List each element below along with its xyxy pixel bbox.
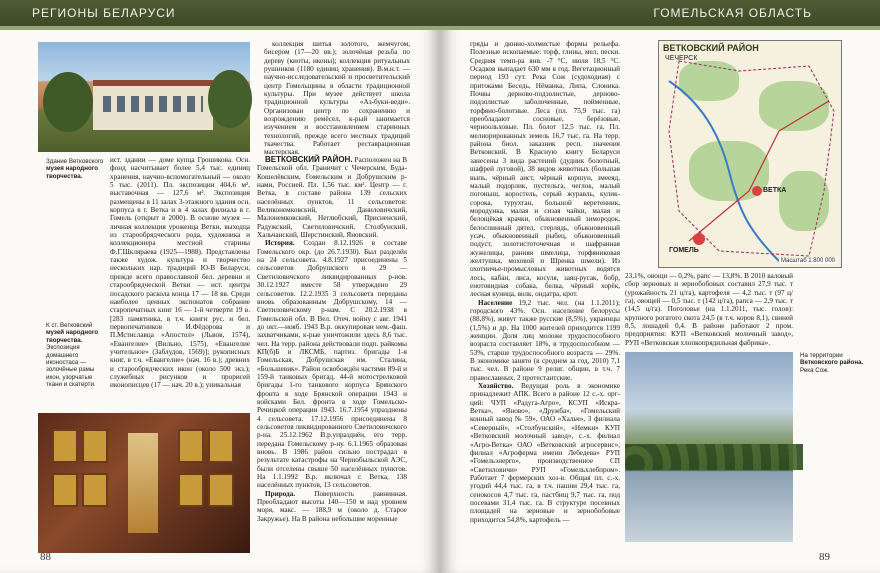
icon-frame (82, 429, 108, 463)
caption-museum-line4: Экспозиция домашнего иконостаса — золочёные рамы икон, узорчатые ткани и скатерти. (46, 344, 96, 389)
nature-text: Поверхность равнинная. Преобладают высоты 140—150 м над уровнем моря, макс. — 188,9 м (около д. Старое Закружье). На В района небольшие моренные (257, 489, 407, 523)
icon-frame (208, 473, 234, 507)
tree-line (625, 444, 803, 470)
caption-museum-line2: музей народного (46, 329, 99, 337)
map-label-vetka: ВЕТКА (763, 187, 787, 194)
iconostasis-glow (128, 433, 158, 533)
caption-building (46, 158, 108, 180)
left-page-number: 88 (40, 551, 51, 563)
left-page-header: РЕГИОНЫ БЕЛАРУСИ (0, 0, 440, 26)
stats-text: 23,1%, овощи — 0,2%, рапс — 13,8%. В 2010 валовый сбор зерновых и зернобобовых составил 27,9 тыс. т (урожайность 21 ц/га), картофеля — 4,2 тыс. т (97 ц/га), овощей — 0,5 тыс. т (142 ц/га), рапса — 2,9 тыс. т (14,5 ц/га). Поголовье (на 1.1.2011, тыс. голов): крупного рогатого скота 24,5 (в т.ч. коров 8,1), свиней 8,5, лошадей 0,4. В районе работают 2 пром. предприятия: КУП «Ветковский молочный завод», РУП «Ветковская хлопкопрядильная фабрика». (625, 272, 793, 347)
caption-building-line1: Здание Ветковского (46, 158, 104, 165)
caption-museum (46, 322, 108, 389)
caption-river (800, 352, 872, 374)
top-text-column (264, 40, 410, 157)
right-header-band (440, 26, 880, 30)
nature-heading: Природа. (265, 489, 296, 498)
icon-frame (178, 429, 204, 463)
district-map (658, 40, 842, 268)
caption-river-line3: Река Сож. (800, 366, 829, 374)
gomel-marker (693, 233, 705, 245)
tree-shape (208, 70, 252, 128)
river-sozh-photo (625, 352, 793, 542)
main-text-column (470, 40, 620, 554)
main-road (689, 101, 829, 241)
map-scale: Масштаб 1:800 000 (780, 258, 835, 264)
tree-shape (43, 72, 93, 132)
caption-museum-line3: творчества. (46, 336, 83, 344)
icon-frame (52, 473, 78, 507)
population-heading: Население (478, 298, 513, 307)
map-title: ВЕТКОВСКИЙ РАЙОН (663, 43, 759, 53)
right-page (440, 0, 880, 573)
middle-text-column (110, 156, 250, 406)
map-label-gomel: ГОМЕЛЬ (669, 247, 699, 254)
population-text: 19,2 тыс. чел. (на 1.1.2011); городского 43%. Осн. население белорусы (88,8%), живут также русские (8,5%), украинцы (1,5%) и др. На 1000 жителей приходится 1199 женщин. Доля лиц моложе трудоспособного возраста составляет 18%, в трудоспособном — 53%, старше трудоспособного возраста — 29%. В экономике занято (в среднем за год, 2010) 7,1 тыс. чел. В районе 9 религ. общин, в т.ч. 7 православных, 2 протестантские. (470, 298, 621, 382)
right-page-header: ГОМЕЛЬСКАЯ ОБЛАСТЬ (440, 0, 880, 26)
main-column-text: гряды и дюнно-холмистые формы рельефа. Полезные ископаемые: торф, глины, мел, пески. Средняя темп-ра янв. -7 °С, июля 18,5 °С. Осадков выпадает 630 мм в год. Вегетационный период 193 сут. Река Сож (судоходная) с притоками Беседь, Нёманка, Липа, Слоника. Почвы дерново-подзолистые, дерново-подзолистые заболоченные, пойменные, торфяно-болотные. Леса (пл. 75,9 тыс. га) преобладают сосновые, берёзовые, черноольховые. Пл. болот 12,5 тыс. га. Пл. мелиорированных земель 16,7 тыс. га. На терр. района биол. заказник респ. значения Ветковский. В Красную книгу Беларуси занесены 3 вида растений (дудник болотный, шафрей луговой), 38 видов животных (большая выпь, чёрный аист, чёрный коршун, змееяд, малый подорлик, пустельга, чеглок, малый погоныш, коростель, серый журавль, кулик-сорока, турухтан, большой веретенник, мородунка, малая и сизая чайки, малая и белощёкая крачки, обыкновенный зимородок, белоспинный дятел, стерлядь, обыкновенный усач, обыкновенный рыбец, обыкновенный подуст, золотистоточечная и шафранная жужелицы, ранняя шмелица, торфяниковая желтушка, моховой и Шренка шмели). Из охотничье-промысловых животных водятся лось, кабан, лиса, косуля, заяц-русак, бобр, енотовидная собака, белка, чёрный хорёк, лесная куница, волк, ондатра, крот. (470, 40, 620, 299)
caption-river-line1: На территории (800, 352, 843, 359)
economy-text: Ведущая роль в экономике принадлежит АПК. Всего в районе 12 с.-х. орг-ций: ЧУП «Радуга-Агро», КСУП «Искра-Ветка», «Яново», «Дружба», «Гомельский конный завод № 59», ОАО «Хальч», 3 филиала «Северный», «Столбунский», «Немки» КУП «Ветковский молочный завод», с.-х. филиал «Агро-Ветка» ОАО «Ветковский агросервис», филиал «Агроферма имени Лебедева» РУП «Гомельэнерго», производственное СП «Светиловичи» РУП «Гомельхлебпром». Работает 7 фермерских хоз-в. Общая пл. с.-х. угодий 44,4 тыс. га, в т.ч. пашни 29,4 тыс. га, сенокосов 4,7 тыс. га, пастбищ 9,7 тыс. га, под посевами 31,4 тыс. га. В структуре посевных площадей на зерновые и зернобобовые приходится 54,8%, картофель — (470, 382, 621, 524)
caption-river-line2: Ветковского района. (800, 359, 864, 367)
museum-building-photo (38, 42, 250, 152)
icon-frame (208, 429, 234, 463)
caption-building-line2: музея народного (46, 165, 98, 173)
icon-frame (82, 473, 108, 507)
caption-building-line3: творчества. (46, 172, 83, 180)
history-heading: История. (265, 239, 295, 248)
left-header-band (0, 26, 440, 30)
middle-column-text: ист. здании — доме купца Грошикова. Осн. фонд насчитывает более 5,4 тыс. единиц хранения, научно-вспомогательный — около 5 тыс. (2011). Пл. экспозиции 404,6 м², выставочная — 127,6 м². Экспозиция размещены в 11 залах 3-этажного здания осн. корпуса в г. Ветка и в 4 залах филиала в г. Гомель (открыт в 2000). В основе музея — личная коллекция уроженца Ветки, выходца из старообрядческого рода, художника и коллекционера местной старины Ф.Г.Шкляраева (1925—1988). Представлены также худож. культура и творчество нескольких нар. традиций Ю-В Беларуси, прежде всего православной бел. деревни и старообрядческой Ветки — ист. центра посадского раскола конца 17 — 18 вв. Среди наиболее ценных экспонатов собрание старопечатных книг 16 — 1-й четверти 19 в. [283 памятника, в т.ч. книги рус. и бел. первопечатников И.Фёдорова и П.Мстиславца «Апостол» (Львов, 1574), «Евангелие» (Вильно, 1575), «Евангелие учительное» (Заблудов, 1569)]; рукописных книг, в т.ч. «Евангелие» (нач. 16 в.); древних и старообрядческих икон (около 500 экз.); служебных рисунков и прорисей иконописцев (17 — нач. 20 в.); уникальная (110, 156, 250, 390)
map-lines (659, 41, 841, 267)
building-shape (93, 80, 213, 130)
economy-heading: Хозяйство. (478, 382, 514, 391)
district-heading: ВЕТКОВСКИЙ РАЙОН. (265, 155, 353, 164)
map-label-chechersk: ЧЕЧЕРСК (665, 55, 698, 62)
right-page-number: 89 (819, 551, 830, 563)
icon-frame (178, 473, 204, 507)
caption-museum-line1: К ст. Ветковский (46, 322, 93, 329)
icon-frame (52, 429, 78, 463)
district-text: Расположен на В Гомельской обл. Граничит с Чечерским, Буда-Кошелёвским, Гомельским и Добрушским р-нами, Россией. Пл. 1,56 тыс. км². Центр — г. Ветка, в составе района 139 сельских населённых пунктов, 11 сельсоветов: Великонемковский, Даниловичский, Малонемковский, Неглюбский, Присненский, Радужский, Светиловичский, Столбунский, Хальчанский, Шерстинский, Яновский. (257, 156, 408, 240)
museum-interior-photo (38, 413, 250, 553)
river-sozh (669, 81, 779, 261)
vetka-marker (752, 186, 762, 196)
history-text: Создан 8.12.1926 в составе Гомельского окр. (до 26.7.1930). Был разделён на 24 сельсовета. 4.8.1927 присоединены 5 сельсоветов Добрушского и 29 — Светиловичского ликвидированных р-нов. 30.12.1927 вместе 58 утверждено 29 сельсоветов. 12.2.1935 3 сельсовета переданы вновь образованным Добрушскому, 14 — Светиловичскому р-нам. С 20.2.1938 в Гомельской обл. В Вел. Отеч. войну с авг. 1941 до окт.—нояб. 1943 В.р. оккупирован нем.-фаш. захватчиками, к-рые уничтожили здесь 8,6 тыс. чел. На терр. района действовали подп. райкомы КП(б)Б и ЛКСМБ, партиз. бригады 1-я Гомельская, Добрушская им. Сталина, «Большевик». Район освобождён частями 89-й и 159-й танковых бригад, 44-й мотострелковой бригады 1-го танкового корпуса Брянского фронта в ходе Брянской операции 1943 и войсками Бел. фронта в ходе Гомельско-Речицкой операции 1943. 16.7.1954 упразднены 4 сельсовета. 17.12.1956 присоединены 8 сельсоветов ликвидированного Светиловичского р-на. 25.12.1962 В.р.упразднён, его терр. передана Гомельскому р-ну. 6.1.1965 образован вновь. В 1986 район сильно пострадал в результате катастрофы на Чернобыльской АЭС, были отселены свыше 50 населённых пунктов. На 1.1.1992 В.р. включал г. Ветка, 138 населённых пунктов, 13 сельсоветов. (257, 239, 407, 490)
top-column-text: коллекция шитья золотого, жемчугом, бисером (17—20 вв.); золочёная резьба по дереву (киоты, иконы); коллекция ритуальных рушников (1180 единиц хранения). В.м.н.т. — научно-исследовательский и просветительский центр Гомельщины в области традиционной культуры. При музее действует школа традиционной культуры «Аз-буки-веди». Организован центр по сохранению и возрождению ремёсел, к-рый занимается изучением и восстановлением старинных технологий, прежде всего местных традиций ткачества. Работает реставрационная мастерская. (264, 40, 410, 157)
stats-text-column (625, 272, 793, 347)
district-text-column (257, 156, 407, 554)
